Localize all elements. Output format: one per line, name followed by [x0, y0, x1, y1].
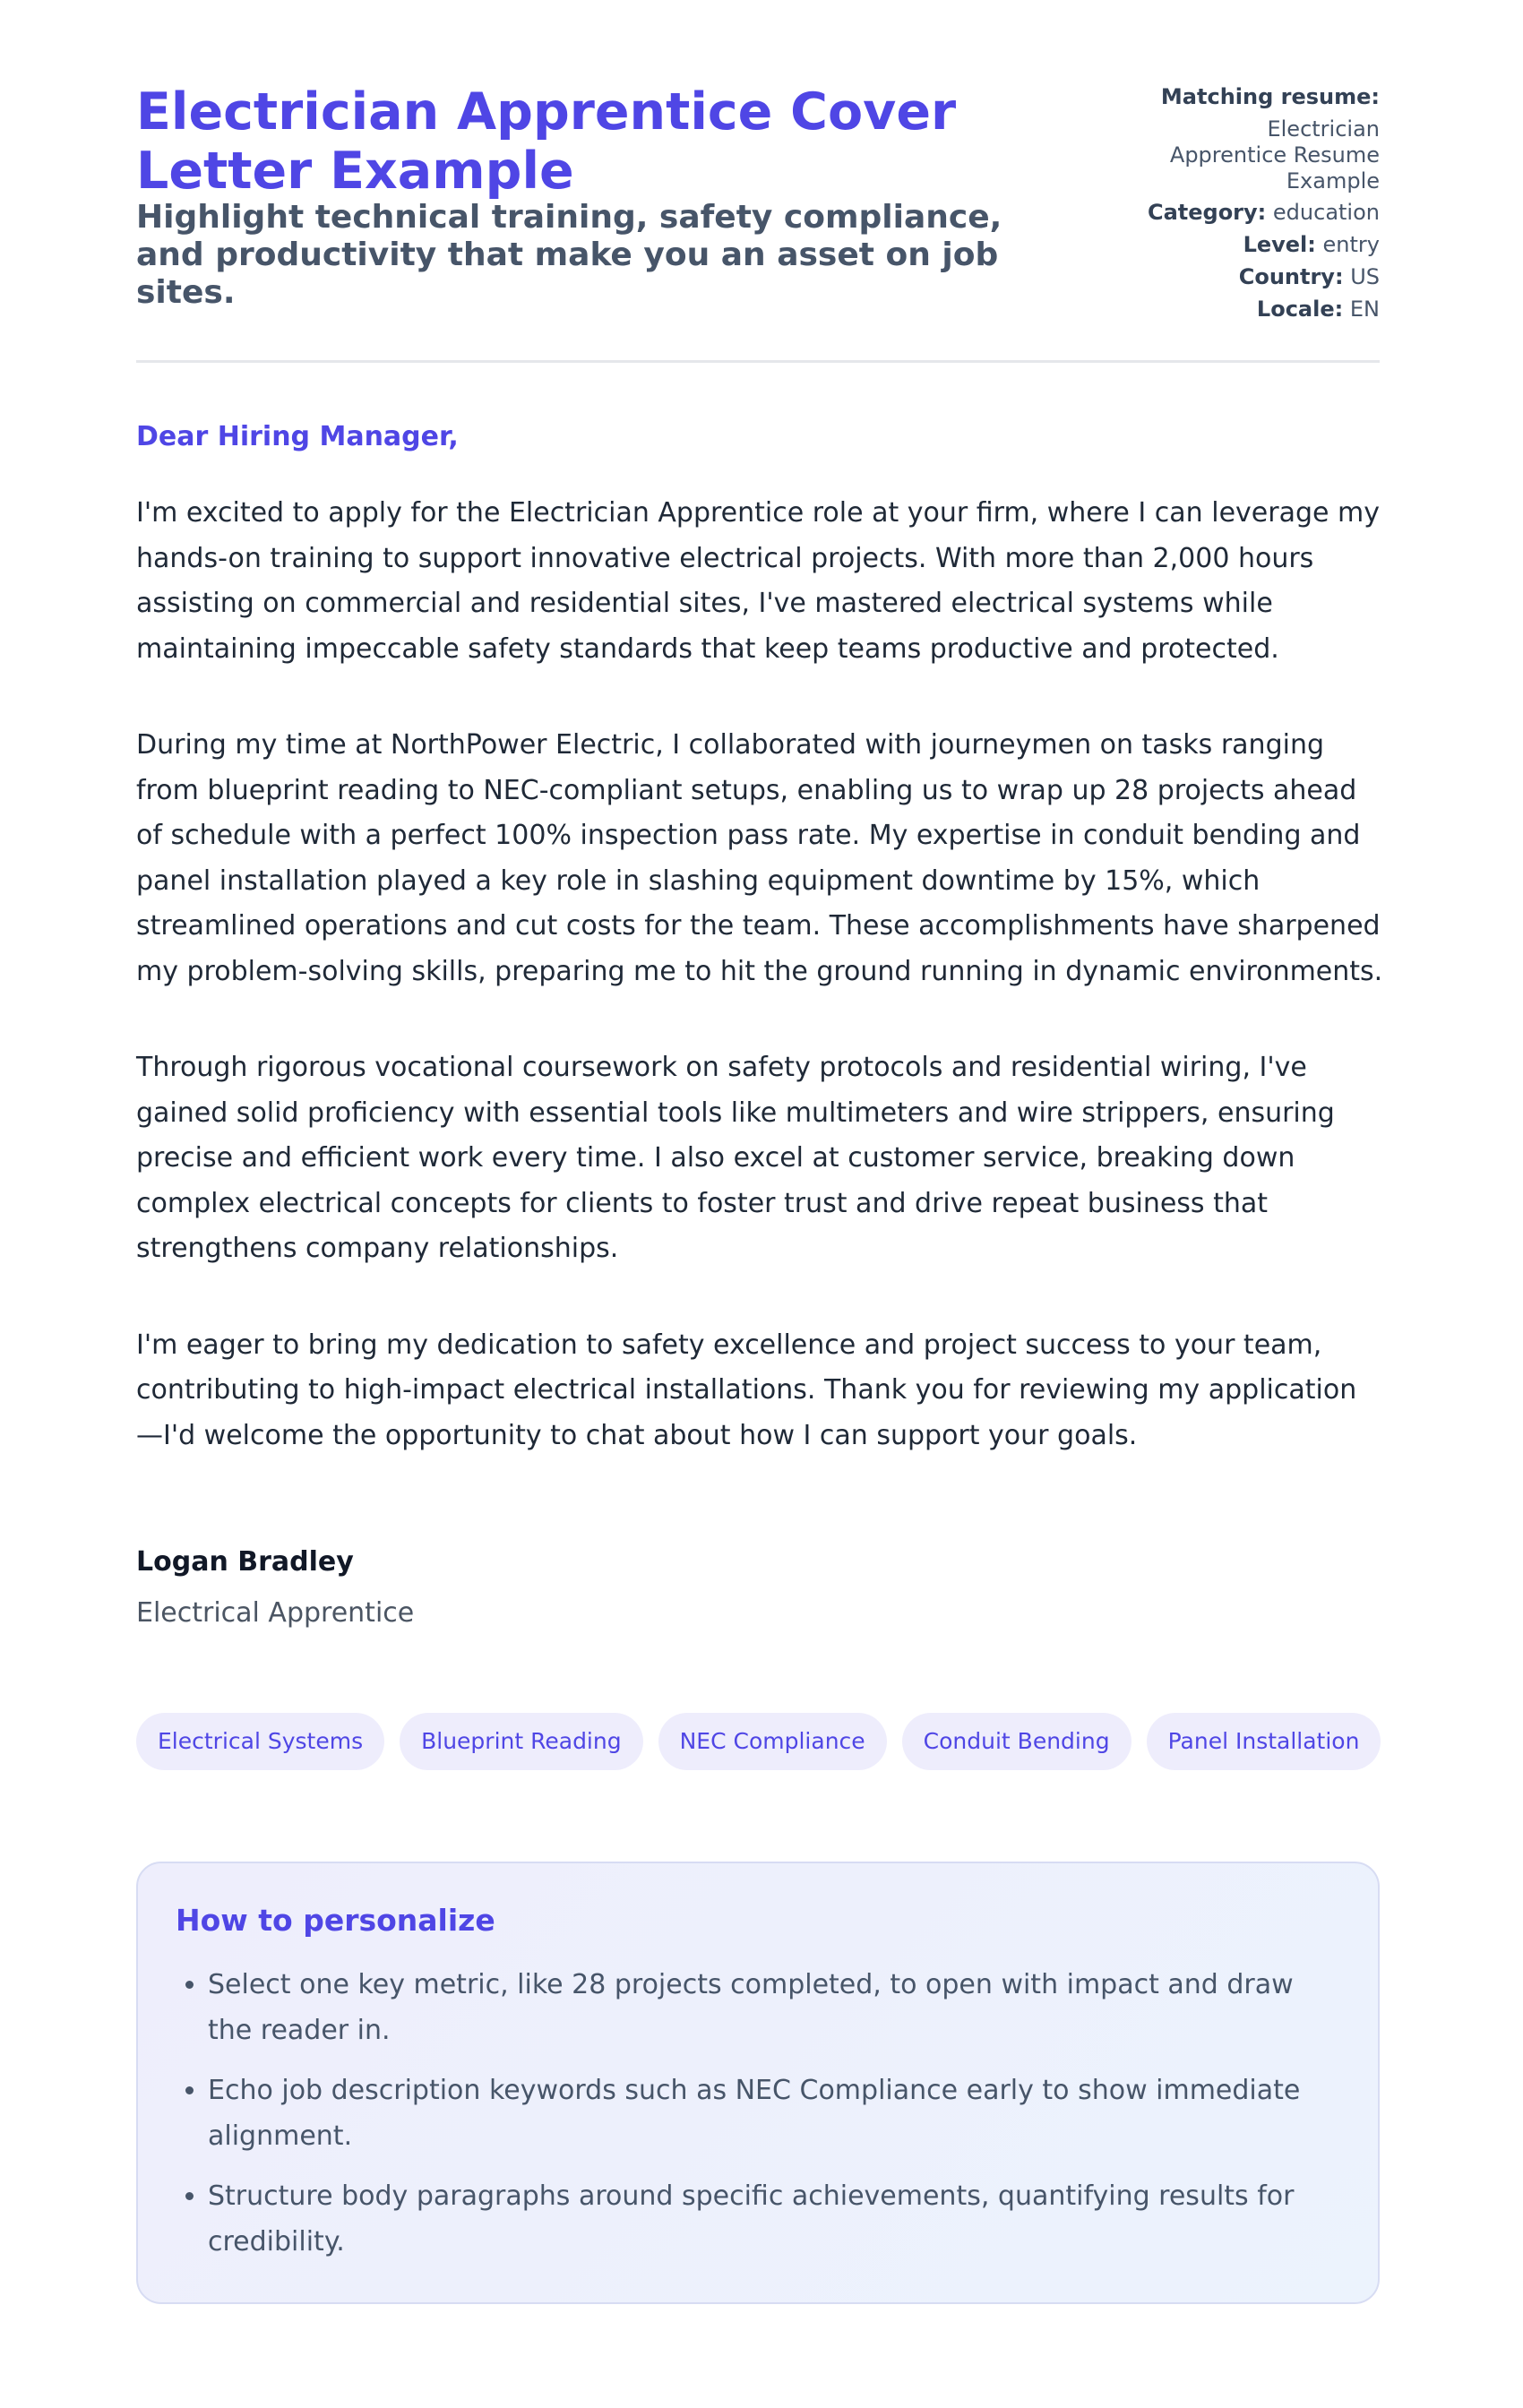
- tips-heading: How to personalize: [176, 1903, 495, 1938]
- meta-category-value: education: [1272, 200, 1380, 225]
- skill-tag[interactable]: NEC Compliance: [658, 1713, 887, 1770]
- tip-item: • Structure body paragraphs around specific achievements, quantifying results for credibility.: [208, 2173, 1340, 2265]
- tips-list: [176, 1962, 1340, 2265]
- meta-locale-label: Locale:: [1256, 297, 1344, 322]
- personalize-tips-card: [136, 1862, 1380, 2304]
- letter-paragraph: I'm eager to bring my dedication to safety excellence and project success to your team, contributing to high-impact electrical installations. Thank you for reviewing my application—I'd welcome the opportunity to chat about how I can support your goals.: [136, 1329, 1357, 1451]
- page-subtitle: Highlight technical training, safety compliance, and productivity that make you an asset on job sites.: [136, 199, 1002, 311]
- tip-item: • Echo job description keywords such as NEC Compliance early to show immediate alignment.: [208, 2068, 1340, 2159]
- skill-tags: [136, 1713, 1381, 1770]
- meta-locale-value: EN: [1349, 297, 1380, 322]
- meta-country-label: Country:: [1238, 264, 1344, 289]
- signature-title: Electrical Apprentice: [136, 1597, 415, 1629]
- meta-category-label: Category:: [1147, 200, 1267, 225]
- meta-level-label: Level:: [1243, 232, 1316, 257]
- skill-tag[interactable]: Conduit Bending: [902, 1713, 1131, 1770]
- letter-paragraph: Through rigorous vocational coursework on safety protocols and residential wiring, I've gained solid proficiency with essential tools like multimeters and wire strippers, ensuring precise and efficient work every time. I also excel at customer service, breaking down complex electrical concepts for clients to foster trust and drive repeat business that strengthens company relationships.: [136, 1052, 1335, 1264]
- meta-matching-resume-value[interactable]: Electrician Apprentice Resume Example: [1169, 116, 1380, 194]
- page-title: Electrician Apprentice Cover Letter Example: [136, 82, 957, 201]
- meta-country-value: US: [1350, 264, 1380, 289]
- meta-matching-resume-label-row: [1003, 84, 1380, 110]
- page-content: [136, 0, 1383, 2258]
- meta-category: [1003, 200, 1380, 226]
- signature-name: Logan Bradley: [136, 1546, 354, 1578]
- meta-locale: [1003, 297, 1380, 322]
- meta-level-value: entry: [1322, 232, 1380, 257]
- skill-tag[interactable]: Electrical Systems: [136, 1713, 384, 1770]
- letter-greeting: Dear Hiring Manager,: [136, 421, 459, 452]
- metadata-panel: [1003, 84, 1380, 329]
- meta-level: [1003, 232, 1380, 258]
- letter-paragraph: During my time at NorthPower Electric, I collaborated with journeymen on tasks ranging from blueprint reading to NEC-compliant setups, enabling us to wrap up 28 projects ahead of schedule with a perfect 100% inspection pass rate. My expertise in conduit bending and panel installation played a key role in slashing equipment downtime by 15%, which streamlined operations and cut costs for the team. These accomplishments have sharpened my problem-solving skills, preparing me to hit the ground running in dynamic environments.: [136, 729, 1383, 987]
- skill-tag[interactable]: Panel Installation: [1147, 1713, 1381, 1770]
- meta-matching-resume-label: Matching resume:: [1160, 84, 1380, 109]
- skill-tag[interactable]: Blueprint Reading: [400, 1713, 643, 1770]
- page-header: [136, 0, 1380, 363]
- letter-body: [136, 491, 1383, 1509]
- tip-item: • Select one key metric, like 28 projects completed, to open with impact and draw the reader in.: [208, 1962, 1340, 2053]
- letter-paragraph: I'm excited to apply for the Electrician Apprentice role at your firm, where I can leverage my hands-on training to support innovative electrical projects. With more than 2,000 hours assisting on commercial and residential sites, I've mastered electrical systems while maintaining impeccable safety standards that keep teams productive and protected.: [136, 497, 1380, 665]
- meta-country: [1003, 264, 1380, 290]
